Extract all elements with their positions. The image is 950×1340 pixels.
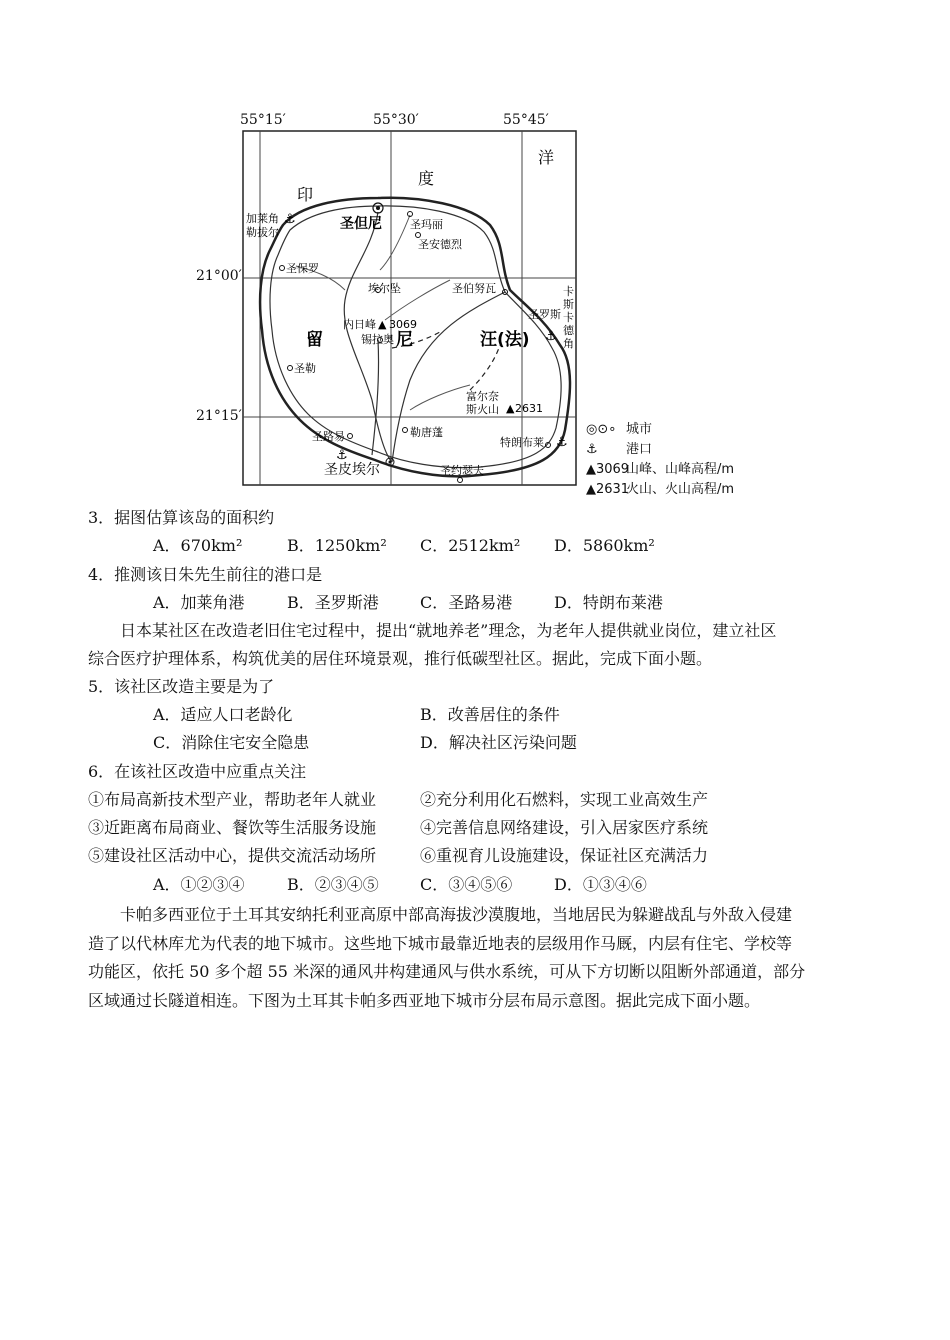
peak-icon: ▲3069: [586, 462, 630, 477]
lon-label-2: 55°30′: [373, 112, 419, 128]
place-fournaise-1: 富尔奈: [466, 390, 499, 403]
q4-option-b[interactable]: B．圣罗斯港: [287, 593, 379, 612]
place-saint-paul: 圣保罗: [286, 262, 319, 275]
island-label-3: 汪(法): [480, 330, 530, 350]
anchor-icon: ⚓: [586, 442, 598, 457]
place-le-port-1: 加莱角: [246, 212, 279, 225]
place-fournaise-elev: 2631: [515, 402, 543, 415]
q6-item-4: ④完善信息网络建设，引入居家医疗系统: [420, 818, 709, 837]
q6-option-c[interactable]: C．③④⑤⑥: [420, 875, 513, 894]
q5-option-d[interactable]: D．解决社区污染问题: [420, 733, 577, 752]
lon-label-3: 55°45′: [503, 112, 549, 128]
q5-stem: 5．该社区改造主要是为了: [88, 677, 275, 696]
place-saint-joseph: 圣约瑟夫: [440, 464, 484, 477]
q3-option-d[interactable]: D．5860km²: [554, 536, 655, 555]
place-cap-4: 德: [563, 324, 574, 337]
place-cap-1: 卡: [563, 285, 574, 298]
place-le-tampon: 勒唐蓬: [410, 426, 443, 439]
place-salazie: 埃尔坠: [368, 282, 401, 295]
passage2-line-1: 卡帕多西亚位于土耳其安纳托利亚高原中部高海拔沙漠腹地，当地居民为躲避战乱与外敌入侵建: [120, 905, 793, 924]
place-cilaos: 锡拉奥: [361, 333, 394, 346]
q6-item-5: ⑤建设社区活动中心，提供交流活动场所: [88, 846, 377, 865]
q5-option-a[interactable]: A．适应人口老龄化: [153, 705, 293, 724]
place-cap-2: 斯: [563, 298, 574, 311]
ocean-label-1: 印: [297, 185, 314, 204]
place-le-port-2: 勒拔尔: [246, 226, 279, 239]
q3-option-a[interactable]: A．670km²: [153, 536, 243, 555]
passage1-line-2: 综合医疗护理体系，构筑优美的居住环境景观，推行低碳型社区。据此，完成下面小题。: [88, 649, 713, 668]
lon-label-1: 55°15′: [240, 112, 286, 128]
place-sainte-marie: 圣玛丽: [410, 218, 443, 231]
island-label-1: 留: [306, 330, 323, 350]
lat-label-1: 21°00′: [196, 268, 242, 284]
place-saint-benoit: 圣伯努瓦: [452, 282, 496, 295]
q6-option-d[interactable]: D．①③④⑥: [554, 875, 647, 894]
map-legend: ◎⊙∘ 城市 ⚓ 港口 ▲3069山峰、山峰高程/m ▲2631火山、火山高程/m: [586, 420, 734, 500]
q6-option-b[interactable]: B．②③④⑤: [287, 875, 379, 894]
place-saint-denis: 圣但尼: [340, 216, 382, 232]
q4-option-a[interactable]: A．加莱角港: [153, 593, 245, 612]
q6-item-2: ②充分利用化石燃料，实现工业高效生产: [420, 790, 709, 809]
city-icon: ◎⊙∘: [586, 422, 617, 437]
q4-option-c[interactable]: C．圣路易港: [420, 593, 513, 612]
place-piton-neiges: 内日峰: [343, 318, 376, 331]
q6-stem: 6．在该社区改造中应重点关注: [88, 762, 307, 781]
q6-option-a[interactable]: A．①②③④: [153, 875, 245, 894]
island-label-2: 尼: [396, 330, 413, 350]
place-saint-andre: 圣安德烈: [418, 238, 462, 251]
island-map: [0, 0, 950, 520]
place-saint-rose: 圣罗斯: [528, 308, 561, 321]
q5-option-c[interactable]: C．消除住宅安全隐患: [153, 733, 310, 752]
place-cap-5: 角: [563, 337, 574, 350]
q4-stem: 4．推测该日朱先生前往的港口是: [88, 565, 323, 584]
q6-item-3: ③近距离布局商业、餐饮等生活服务设施: [88, 818, 377, 837]
place-saint-leu: 圣勒: [294, 362, 316, 375]
place-cap-3: 卡: [563, 311, 574, 324]
q5-option-b[interactable]: B．改善居住的条件: [420, 705, 560, 724]
volcano-icon: ▲: [506, 402, 515, 415]
anchor-icon: ⚓: [545, 329, 557, 344]
peak-icon: ▲: [378, 318, 387, 331]
ocean-label-3: 洋: [538, 148, 555, 167]
q6-item-1: ①布局高新技术型产业，帮助老年人就业: [88, 790, 377, 809]
anchor-icon: ⚓: [336, 448, 348, 463]
q6-item-6: ⑥重视育儿设施建设，保证社区充满活力: [420, 846, 709, 865]
passage2-line-3: 功能区，依托 50 多个超 55 米深的通风井构建通风与供水系统，可从下方切断以阻断外部通道，部分: [88, 962, 806, 981]
lat-label-2: 21°15′: [196, 408, 242, 424]
q3-option-c[interactable]: C．2512km²: [420, 536, 521, 555]
anchor-icon: ⚓: [556, 435, 568, 450]
place-fournaise-2: 斯火山: [466, 403, 499, 416]
q3-stem: 3．据图估算该岛的面积约: [88, 508, 275, 527]
place-saint-louis: 圣路易: [312, 430, 345, 443]
place-piton-neiges-elev: 3069: [389, 318, 417, 331]
q4-option-d[interactable]: D．特朗布莱港: [554, 593, 663, 612]
q3-option-b[interactable]: B．1250km²: [287, 536, 387, 555]
passage1-line-1: 日本某社区在改造老旧住宅过程中，提出“就地养老”理念，为老年人提供就业岗位，建立社区: [120, 621, 777, 640]
anchor-icon: ⚓: [284, 212, 296, 227]
place-saint-pierre: 圣皮埃尔: [324, 462, 380, 478]
volcano-icon: ▲2631: [586, 482, 630, 497]
place-saint-philippe: 特朗布莱: [500, 436, 544, 449]
passage2-line-4: 区域通过长隧道相连。下图为土耳其卡帕多西亚地下城市分层布局示意图。据此完成下面小题。: [88, 991, 761, 1010]
passage2-line-2: 造了以代林库尤为代表的地下城市。这些地下城市最靠近地表的层级用作马厩，内层有住宅、学校等: [88, 934, 793, 953]
ocean-label-2: 度: [418, 169, 435, 188]
